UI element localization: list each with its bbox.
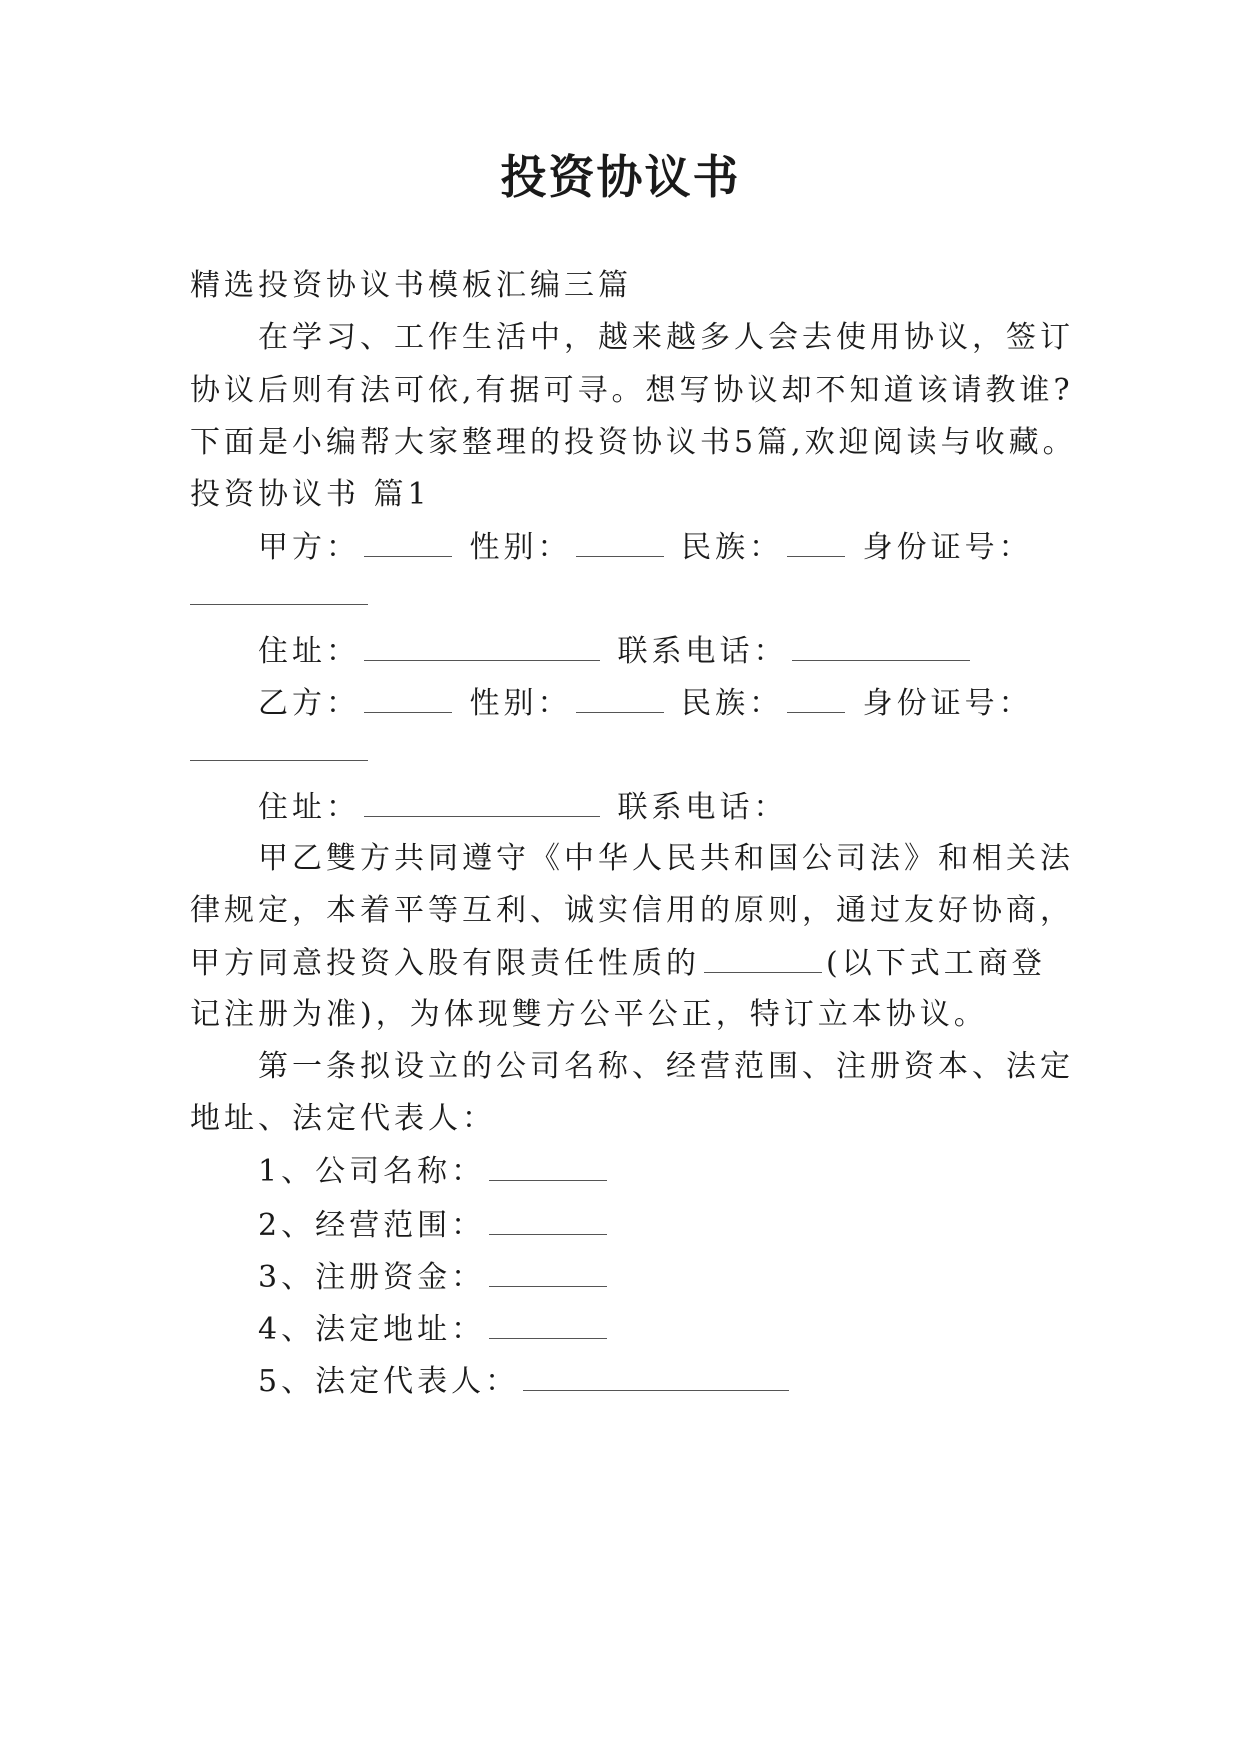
party-a-address-label: 住址： [258,634,360,669]
item-legal-representative [258,1363,1070,1400]
party-b-label: 乙方： [258,686,360,721]
item-blank[interactable] [489,1311,607,1339]
party-b-address-blank[interactable] [364,789,600,817]
item-label: 5、法定代表人： [258,1364,520,1399]
party-b-ethnicity-blank[interactable] [787,685,845,713]
party-a-gender-blank[interactable] [576,529,664,557]
item-blank[interactable] [489,1207,607,1235]
body-line-3-start: 甲方同意投资入股有限责任性质的 [190,946,700,981]
body-line-2: 律规定，本着平等互利、诚实信用的原则，通过友好协商， [190,893,1074,928]
intro-line-3: 下面是小编帮大家整理的投资协议书5篇,欢迎阅读与收藏。 [190,425,1077,460]
party-b-address-row [258,789,1070,826]
body-line-3-end: (以下式工商登 [826,946,1046,981]
party-b-id-label: 身份证号： [862,686,1033,721]
party-a-name-blank[interactable] [364,529,452,557]
intro-line-1: 在学习、工作生活中，越来越多人会去使用协议，签订 [258,320,1074,355]
party-a-label: 甲方： [258,530,360,565]
section-heading: 投资协议书 篇1 [190,477,431,512]
body-line-3 [190,945,1070,982]
item-label: 3、注册资金： [258,1260,486,1295]
company-name-blank[interactable] [704,945,822,973]
party-b-phone-label: 联系电话： [617,790,788,825]
item-legal-address [258,1311,1070,1348]
party-a-id-blank[interactable] [190,604,368,605]
party-a-id-label: 身份证号： [862,530,1033,565]
item-label: 4、法定地址： [258,1312,486,1347]
party-a-gender-label: 性别： [469,530,572,565]
item-registered-capital [258,1259,1070,1296]
party-a-address-blank[interactable] [364,633,600,661]
item-blank[interactable] [489,1153,607,1181]
item-business-scope [258,1207,1070,1244]
party-b-id-blank[interactable] [190,760,368,761]
body-line-1: 甲乙雙方共同遵守《中华人民共和国公司法》和相关法 [258,841,1074,876]
party-b-ethnicity-label: 民族： [681,686,784,721]
party-a-phone-label: 联系电话： [617,634,788,669]
document-title: 投资协议书 [500,150,741,204]
party-a-phone-blank[interactable] [792,633,970,661]
item-label: 1、公司名称： [258,1154,486,1189]
document-subtitle: 精选投资协议书模板汇编三篇 [190,268,632,303]
party-a-row [258,529,1070,566]
item-blank[interactable] [523,1363,789,1391]
party-b-row [258,685,1070,722]
party-b-name-blank[interactable] [364,685,452,713]
party-a-address-row [258,633,1070,670]
party-b-gender-label: 性别： [469,686,572,721]
article1-line-1: 第一条拟设立的公司名称、经营范围、注册资本、法定 [258,1049,1074,1084]
intro-line-2: 协议后则有法可依,有据可寻。想写协议却不知道该请教谁? [190,373,1074,408]
party-a-ethnicity-blank[interactable] [787,529,845,557]
party-b-address-label: 住址： [258,790,360,825]
body-line-4: 记注册为准)，为体现雙方公平公正，特订立本协议。 [190,997,988,1032]
party-a-ethnicity-label: 民族： [681,530,784,565]
party-b-gender-blank[interactable] [576,685,664,713]
article1-line-2: 地址、法定代表人： [190,1101,496,1136]
item-blank[interactable] [489,1259,607,1287]
item-label: 2、经营范围： [258,1208,486,1243]
item-company-name [258,1153,1070,1190]
